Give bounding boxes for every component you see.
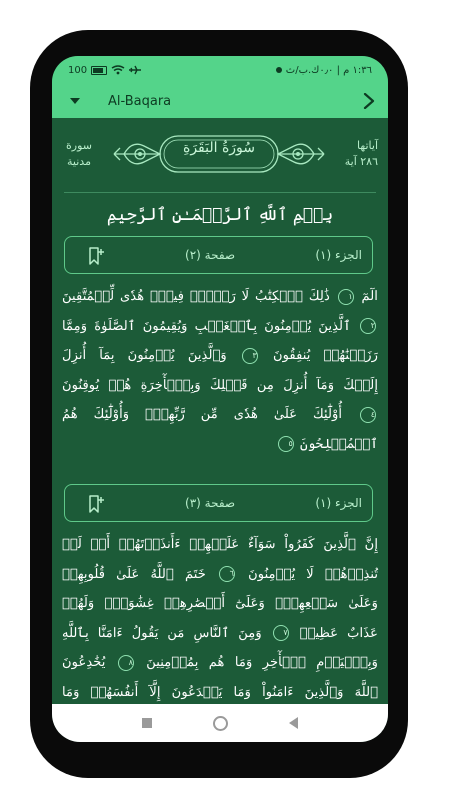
status-bar <box>52 56 388 84</box>
ayah-number-marker[interactable]: ٥ <box>278 436 294 452</box>
forward-arrow-icon[interactable] <box>362 93 376 109</box>
surah-type-label: سورة <box>66 139 92 152</box>
status-time: ١:٣٦ م | ٠٫٠ك.ب/ث <box>285 64 372 76</box>
battery-icon <box>91 66 107 75</box>
ayah-label: آياتها <box>357 139 378 152</box>
verse-text: عَذَابٌ عَظِيمٞ <box>299 625 378 641</box>
verse-text: وَعَلَىٰ سَمۡعِهِمۡۖ وَعَلَىٰٓ أَبۡصَٰرِهِمۡ غِشَٰوَةٞۖ وَلَهُمۡ <box>62 596 378 611</box>
add-bookmark-icon[interactable] <box>87 494 105 514</box>
verse-line <box>62 312 378 342</box>
verse-line <box>62 341 378 371</box>
ayah-number-marker[interactable]: ٧ <box>273 625 289 641</box>
reader-content <box>52 118 388 700</box>
add-bookmark-icon[interactable] <box>87 246 105 266</box>
battery-percent: 100 <box>68 64 88 76</box>
page-info-bar <box>64 484 373 522</box>
status-icons-right <box>276 65 372 76</box>
verse-text: رَزَقۡنَٰهُمۡ يُنفِقُونَ <box>272 348 378 363</box>
verse-line <box>62 282 378 312</box>
app-screen <box>52 56 388 742</box>
page-label: صفحة (٢) <box>185 248 236 262</box>
verse-text: إِلَيۡكَ وَمَآ أُنزِلَ مِن قَبۡلِكَ وَبِٱلۡأٓخِرَةِ هُمۡ يُوقِنُونَ <box>62 377 378 393</box>
system-nav-bar <box>52 704 388 742</box>
verse-line <box>62 589 378 619</box>
verse-line <box>62 648 378 678</box>
verse-line <box>62 560 378 590</box>
juz-label: الجزء (١) <box>315 248 362 262</box>
ayah-number-marker[interactable]: ٢ <box>360 318 376 334</box>
verse-text: إِنَّ ٱلَّذِينَ كَفَرُواْ سَوَآءٌ عَلَيۡهِمۡ ءَأَنذَرۡتَهُمۡ أَمۡ لَمۡ <box>62 537 378 552</box>
verse-text: وَمِنَ ٱلنَّاسِ مَن يَقُولُ ءَامَنَّا بِٱللَّهِ <box>62 625 262 641</box>
verses-page-1 <box>62 282 378 459</box>
verse-line <box>62 430 378 460</box>
wifi-icon <box>111 65 125 75</box>
surah-name: سُورَةُ البَقَرَةِ <box>182 140 256 156</box>
status-icons-left <box>68 65 141 76</box>
verse-text: ٱلۡمُفۡلِحُونَ <box>299 436 378 452</box>
ayah-number-marker[interactable]: ٤ <box>360 407 376 423</box>
ayah-number-marker[interactable]: ٣ <box>242 348 258 364</box>
verse-line <box>62 371 378 401</box>
verse-text: وَبِٱلۡيَوۡمِ ٱلۡأٓخِرِ وَمَا هُم بِمُؤۡمِنِينَ <box>146 655 378 670</box>
verse-text: ذَٰلِكَ ٱلۡكِتَٰبُ لَا رَيۡبَۛ فِيهِۛ هُدٗى لِّلۡمُتَّقِينَ <box>62 289 330 304</box>
dropdown-caret-icon[interactable] <box>70 98 80 104</box>
verse-line <box>62 400 378 430</box>
ayah-count-block <box>345 138 378 170</box>
verse-text: أُوْلَٰٓئِكَ عَلَىٰ هُدٗى مِّن رَّبِّهِمۡۖ وَأُوْلَٰٓئِكَ هُمُ <box>62 407 343 422</box>
verse-text: الٓمٓ <box>361 289 378 304</box>
ayah-count: ٢٨٦ آية <box>344 155 378 168</box>
ayah-number-marker[interactable]: ٦ <box>219 566 235 582</box>
verse-text: ٱللَّهَ وَٱلَّذِينَ ءَامَنُواْ وَمَا يَخۡدَعُونَ إِلَّآ أَنفُسَهُمۡ وَمَا <box>62 684 378 700</box>
header-divider <box>64 192 376 193</box>
verse-text: تُنذِرۡهُمۡ لَا يُؤۡمِنُونَ <box>248 566 379 582</box>
basmala: بِسۡمِ ٱللَّهِ ٱلرَّحۡمَـٰنِ ٱلرَّحِيمِ <box>106 205 334 225</box>
back-icon[interactable] <box>289 717 298 729</box>
recent-apps-icon[interactable] <box>142 718 152 728</box>
verse-text: يُخَٰدِعُونَ <box>62 655 106 670</box>
page-label: صفحة (٣) <box>185 496 236 510</box>
verse-line <box>62 530 378 560</box>
page-info-bar <box>64 236 373 274</box>
ayah-number-marker[interactable]: ٨ <box>118 655 134 671</box>
home-icon[interactable] <box>213 716 228 731</box>
juz-label: الجزء (١) <box>315 496 362 510</box>
surah-header <box>52 118 388 188</box>
verse-text: ٱلَّذِينَ يُؤۡمِنُونَ بِٱلۡغَيۡبِ وَيُقِيمُونَ ٱلصَّلَوٰةَ وَمِمَّا <box>62 318 351 334</box>
surah-selector[interactable]: Al-Baqara <box>108 93 172 109</box>
airplane-mode-icon <box>129 65 141 75</box>
surah-type-value: مدنية <box>67 155 91 168</box>
ayah-number-marker[interactable]: ١ <box>338 289 354 305</box>
verse-line <box>62 678 378 708</box>
notification-dot-icon <box>276 67 282 73</box>
revelation-type-block <box>66 138 92 170</box>
verses-page-2 <box>62 530 378 707</box>
top-app-bar <box>52 84 388 118</box>
verse-line <box>62 619 378 649</box>
verse-text: خَتَمَ ٱللَّهُ عَلَىٰ قُلُوبِهِمۡ <box>62 566 206 582</box>
verse-text: وَٱلَّذِينَ يُؤۡمِنُونَ بِمَآ أُنزِلَ <box>62 348 227 363</box>
